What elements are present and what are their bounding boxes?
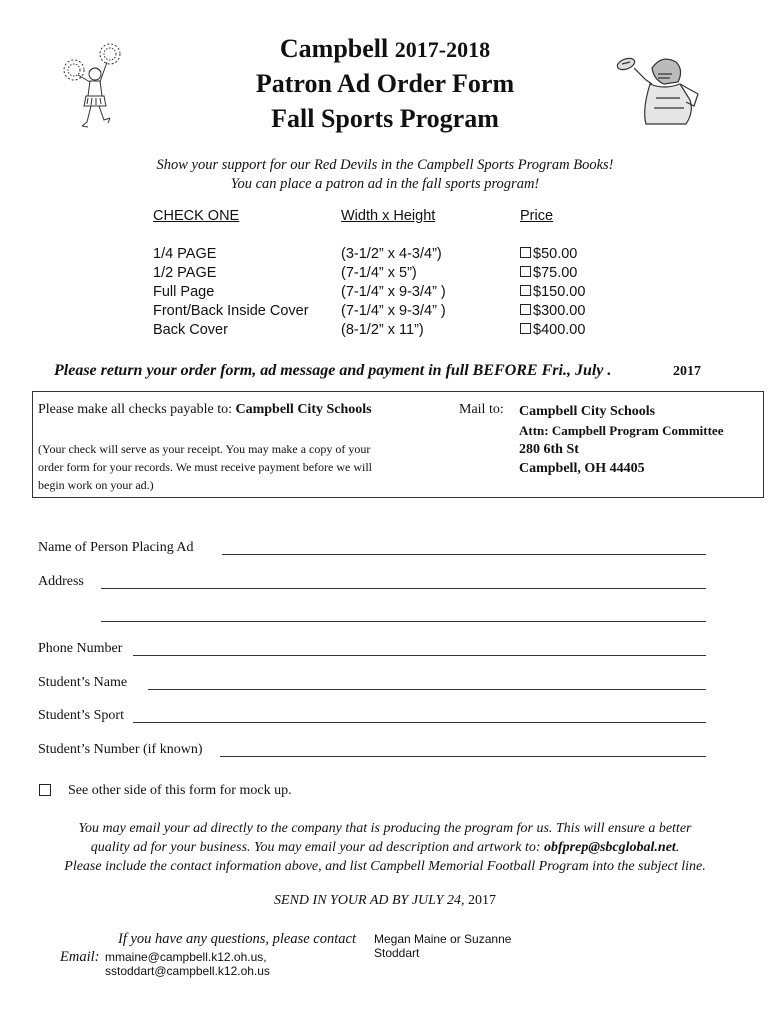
price-quarter-page: $50.00 xyxy=(533,246,578,262)
ad-size-quarter-page: (3-1/2” x 4-3/4”) xyxy=(341,246,442,262)
checkbox-icon[interactable] xyxy=(520,323,531,334)
price-row-back-cover[interactable] xyxy=(520,321,585,340)
email-instructions-line2 xyxy=(0,838,770,857)
contact-emails xyxy=(105,950,270,978)
checkbox-icon[interactable] xyxy=(520,266,531,277)
price-row-full-page[interactable] xyxy=(520,283,585,302)
artwork-email-link[interactable]: obfprep@sbcglobal.net xyxy=(544,840,676,855)
form-title-line1 xyxy=(0,32,770,67)
checkbox-icon[interactable] xyxy=(520,247,531,258)
mailing-address xyxy=(519,402,723,478)
mail-city: Campbell, OH 44405 xyxy=(519,461,645,476)
email-instructions-line2-prefix: quality ad for your business. You may email your ad description and artwork to: xyxy=(90,840,541,855)
mail-street: 280 6th St xyxy=(519,442,579,457)
ad-size-half-page: (7-1/4” x 5”) xyxy=(341,265,417,281)
name-input-line[interactable] xyxy=(222,554,706,555)
send-by-line xyxy=(0,893,770,909)
ad-option-back-cover: Back Cover xyxy=(153,322,228,338)
student-sport-input-line[interactable] xyxy=(133,722,706,723)
ad-size-inside-cover: (7-1/4” x 9-3/4” ) xyxy=(341,303,446,319)
ad-size-full-page: (7-1/4” x 9-3/4” ) xyxy=(341,284,446,300)
school-name: Campbell xyxy=(279,34,389,63)
price-header: Price xyxy=(520,208,554,224)
price-row-half-page[interactable] xyxy=(520,264,585,283)
ad-size-column xyxy=(341,207,446,340)
student-number-label: Student’s Number (if known) xyxy=(38,742,203,757)
check-one-header: CHECK ONE xyxy=(153,208,240,224)
ad-size-back-cover: (8-1/2” x 11”) xyxy=(341,322,424,338)
contact-prompt: If you have any questions, please contact xyxy=(118,931,356,947)
deadline-text: Please return your order form, ad message and payment in full BEFORE Fri., July . xyxy=(54,362,612,379)
contact-email-2[interactable]: sstoddart@campbell.k12.oh.us xyxy=(105,964,270,978)
contact-email-1[interactable]: mmaine@campbell.k12.oh.us, xyxy=(105,950,267,964)
receipt-note-line1: (Your check will serve as your receipt. You may make a copy of your xyxy=(38,442,371,456)
checkbox-icon[interactable] xyxy=(520,285,531,296)
mockup-checkbox-icon[interactable] xyxy=(39,784,51,796)
contact-names-box xyxy=(374,932,534,960)
price-back-cover: $400.00 xyxy=(533,322,586,338)
checkbox-icon[interactable] xyxy=(520,304,531,315)
name-label: Name of Person Placing Ad xyxy=(38,540,194,555)
mail-to-label: Mail to: xyxy=(459,402,504,417)
payable-to: Campbell City Schools xyxy=(235,402,372,417)
price-inside-cover: $300.00 xyxy=(533,303,586,319)
contact-names: Megan Maine or Suzanne xyxy=(374,932,512,946)
email-instructions-line2-suffix: . xyxy=(675,840,680,855)
ad-option-inside-cover: Front/Back Inside Cover xyxy=(153,303,309,319)
send-by-text: SEND IN YOUR AD BY JULY 24, xyxy=(274,893,465,908)
student-name-input-line[interactable] xyxy=(148,689,706,690)
receipt-note xyxy=(38,440,372,494)
payable-line xyxy=(38,402,372,418)
send-by-year: 2017 xyxy=(467,893,496,908)
email-instructions-line1: You may email your ad directly to the company that is producing the program for us. This will ensure a better xyxy=(78,821,692,836)
deadline-year: 2017 xyxy=(673,364,701,379)
student-number-input-line[interactable] xyxy=(220,756,706,757)
intro-line2: You can place a patron ad in the fall sports program! xyxy=(230,176,540,192)
price-full-page: $150.00 xyxy=(533,284,586,300)
phone-input-line[interactable] xyxy=(133,655,706,656)
receipt-note-line2: order form for your records. We must receive payment before we will xyxy=(38,460,373,474)
student-name-label: Student’s Name xyxy=(38,675,128,690)
price-row-inside-cover[interactable] xyxy=(520,302,585,321)
ad-option-full-page: Full Page xyxy=(153,284,215,300)
intro-line1: Show your support for our Red Devils in the Campbell Sports Program Books! xyxy=(156,157,614,173)
email-label: Email: xyxy=(60,949,100,965)
form-title-line2: Patron Ad Order Form xyxy=(255,69,515,98)
ad-option-quarter-page: 1/4 PAGE xyxy=(153,246,217,262)
student-sport-label: Student’s Sport xyxy=(38,708,124,723)
email-instructions-line3: Please include the contact information above, and list Campbell Memorial Football Program into the subject line. xyxy=(64,859,706,874)
price-row-quarter-page[interactable] xyxy=(520,245,585,264)
mockup-note: See other side of this form for mock up. xyxy=(68,783,292,798)
receipt-note-line3: begin work on your ad.) xyxy=(38,478,154,492)
email-instructions xyxy=(0,819,770,876)
address-input-line-1[interactable] xyxy=(101,588,706,589)
address-input-line-2[interactable] xyxy=(101,621,706,622)
size-header: Width x Height xyxy=(341,208,436,224)
payable-prefix: Please make all checks payable to: xyxy=(38,402,232,417)
form-title-line3: Fall Sports Program xyxy=(271,104,499,133)
ad-option-half-page: 1/2 PAGE xyxy=(153,265,217,281)
mail-attn: Attn: Campbell Program Committee xyxy=(519,423,724,438)
address-label: Address xyxy=(38,574,84,589)
ad-price-column xyxy=(520,207,585,340)
price-half-page: $75.00 xyxy=(533,265,578,281)
ad-option-column xyxy=(153,207,309,340)
contact-names-cut: Stoddart xyxy=(374,946,420,960)
mail-name: Campbell City Schools xyxy=(519,404,656,419)
phone-label: Phone Number xyxy=(38,641,123,656)
school-year: 2017-2018 xyxy=(394,37,491,62)
